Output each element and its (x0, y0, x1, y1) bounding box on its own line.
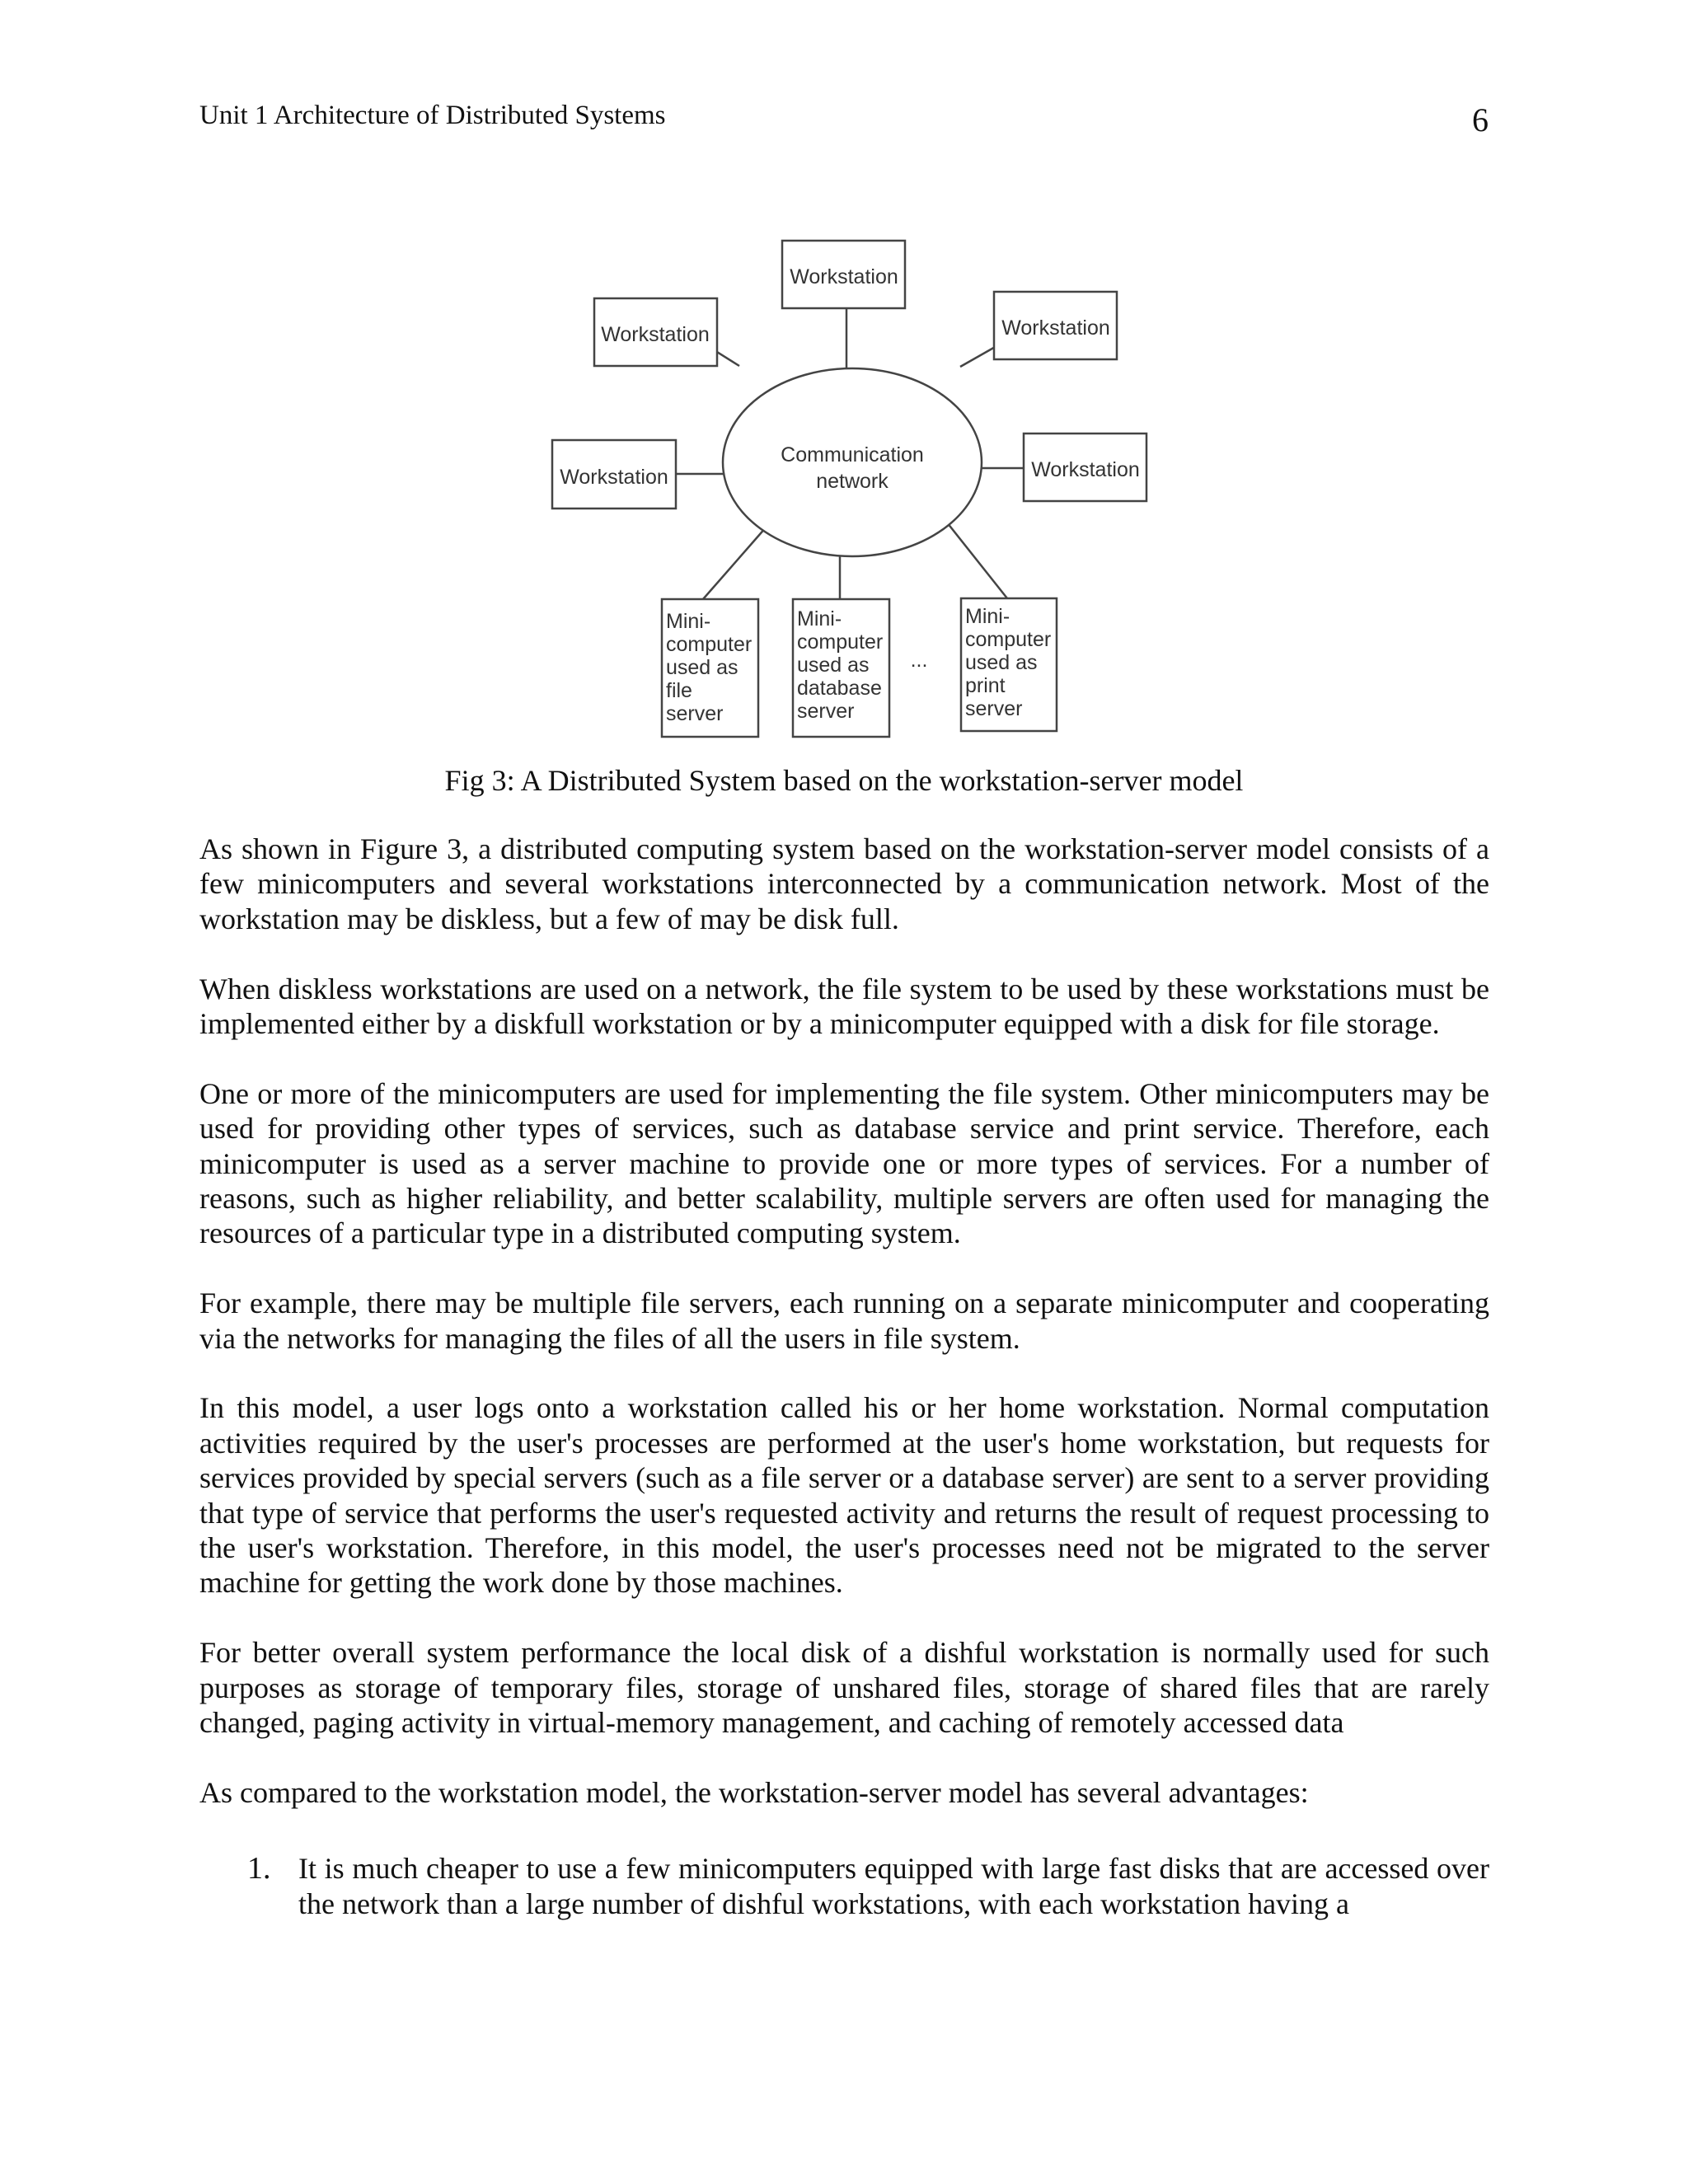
svg-text:database: database (797, 677, 882, 700)
connector-bottom-right (947, 523, 1007, 598)
ellipsis: ... (910, 649, 928, 672)
network-diagram (544, 232, 1170, 747)
list-item (199, 1851, 1489, 1921)
svg-text:Mini-: Mini- (797, 607, 842, 630)
workstation-right (1024, 434, 1146, 501)
paragraph-2: When diskless workstations are used on a network, the file system to be used by these workstations must be implemented either by a diskfull workstation or by a minicomputer equipped with a disk for file storage. (199, 972, 1489, 1041)
paragraph-7: As compared to the workstation model, the workstation-server model has several advantages: (199, 1775, 1309, 1809)
database-server-box (793, 599, 889, 737)
svg-text:Mini-: Mini- (965, 605, 1010, 628)
svg-text:Workstation: Workstation (1001, 316, 1110, 340)
paragraph-4: For example, there may be multiple file servers, each running on a separate minicomputer and cooperating via the networks for managing the files of all the users in file system. (199, 1286, 1489, 1355)
workstation-top-right (994, 292, 1117, 359)
list-item-text: It is much cheaper to use a few minicomputers equipped with large fast disks that are accessed over the network than a large number of dishful workstations, with each workstation having a (298, 1852, 1489, 1920)
page-number: 6 (1472, 101, 1489, 138)
svg-text:Mini-: Mini- (666, 610, 711, 633)
file-server-box (662, 599, 758, 737)
network-label-line2: network (816, 470, 889, 493)
advantages-list (199, 1851, 1489, 1921)
print-server-box (961, 598, 1057, 731)
svg-text:computer: computer (965, 628, 1052, 651)
paragraph-3: One or more of the minicomputers are used for implementing the file system. Other minicomputers may be used for providing other types of services, such as database service and print service. Therefore, each minicomputer is used as a server machine to provide one or more types of services. For a number of reasons, such as higher reliability, and better scalability, multiple servers are often used for managing the resources of a particular type in a distributed computing system. (199, 1076, 1489, 1250)
svg-text:used as: used as (666, 656, 738, 679)
svg-text:Workstation: Workstation (790, 265, 898, 288)
connector-bottom-left (703, 527, 767, 599)
workstation-top-left (594, 298, 717, 366)
list-item-number: 1. (247, 1851, 271, 1886)
workstation-left (552, 440, 676, 509)
svg-text:computer: computer (666, 633, 753, 656)
svg-text:computer: computer (797, 630, 884, 654)
svg-text:file: file (666, 679, 692, 702)
page-header-title: Unit 1 Architecture of Distributed Systems (199, 101, 666, 130)
svg-text:used as: used as (965, 651, 1038, 674)
paragraph-1: As shown in Figure 3, a distributed computing system based on the workstation-server model consists of a few minicomputers and several workstations interconnected by a communication network. Most of the workstation may be diskless, but a few of may be disk full. (199, 832, 1489, 935)
svg-text:server: server (797, 700, 855, 723)
svg-text:Workstation: Workstation (1031, 458, 1140, 481)
svg-text:print: print (965, 674, 1006, 697)
svg-text:server: server (666, 702, 724, 725)
network-label-line1: Communication (781, 443, 924, 466)
svg-text:Workstation: Workstation (560, 466, 668, 489)
paragraph-6: For better overall system performance the local disk of a dishful workstation is normally used for such purposes as storage of temporary files, storage of unshared files, storage of shared files that are rarely changed, paging activity in virtual-memory management, and caching of remotely accessed data (199, 1636, 1489, 1740)
body-text (199, 832, 1489, 1921)
svg-text:used as: used as (797, 654, 870, 677)
workstation-top (782, 241, 905, 308)
svg-text:Workstation: Workstation (601, 323, 710, 346)
figure-caption: Fig 3: A Distributed System based on the workstation-server model (444, 764, 1244, 797)
svg-text:server: server (965, 697, 1023, 720)
paragraph-5: In this model, a user logs onto a workstation called his or her home workstation. Normal computation activities required by the user's processes are performed at the user's home workstation, but requests for services provided by special servers (such as a file server or a database server) are sent to a server providing that type of service that performs the user's requested activity and returns the result of request processing to the user's workstation. Therefore, in this model, the user's processes need not be migrated to the server machine for getting the work done by those machines. (199, 1391, 1489, 1600)
